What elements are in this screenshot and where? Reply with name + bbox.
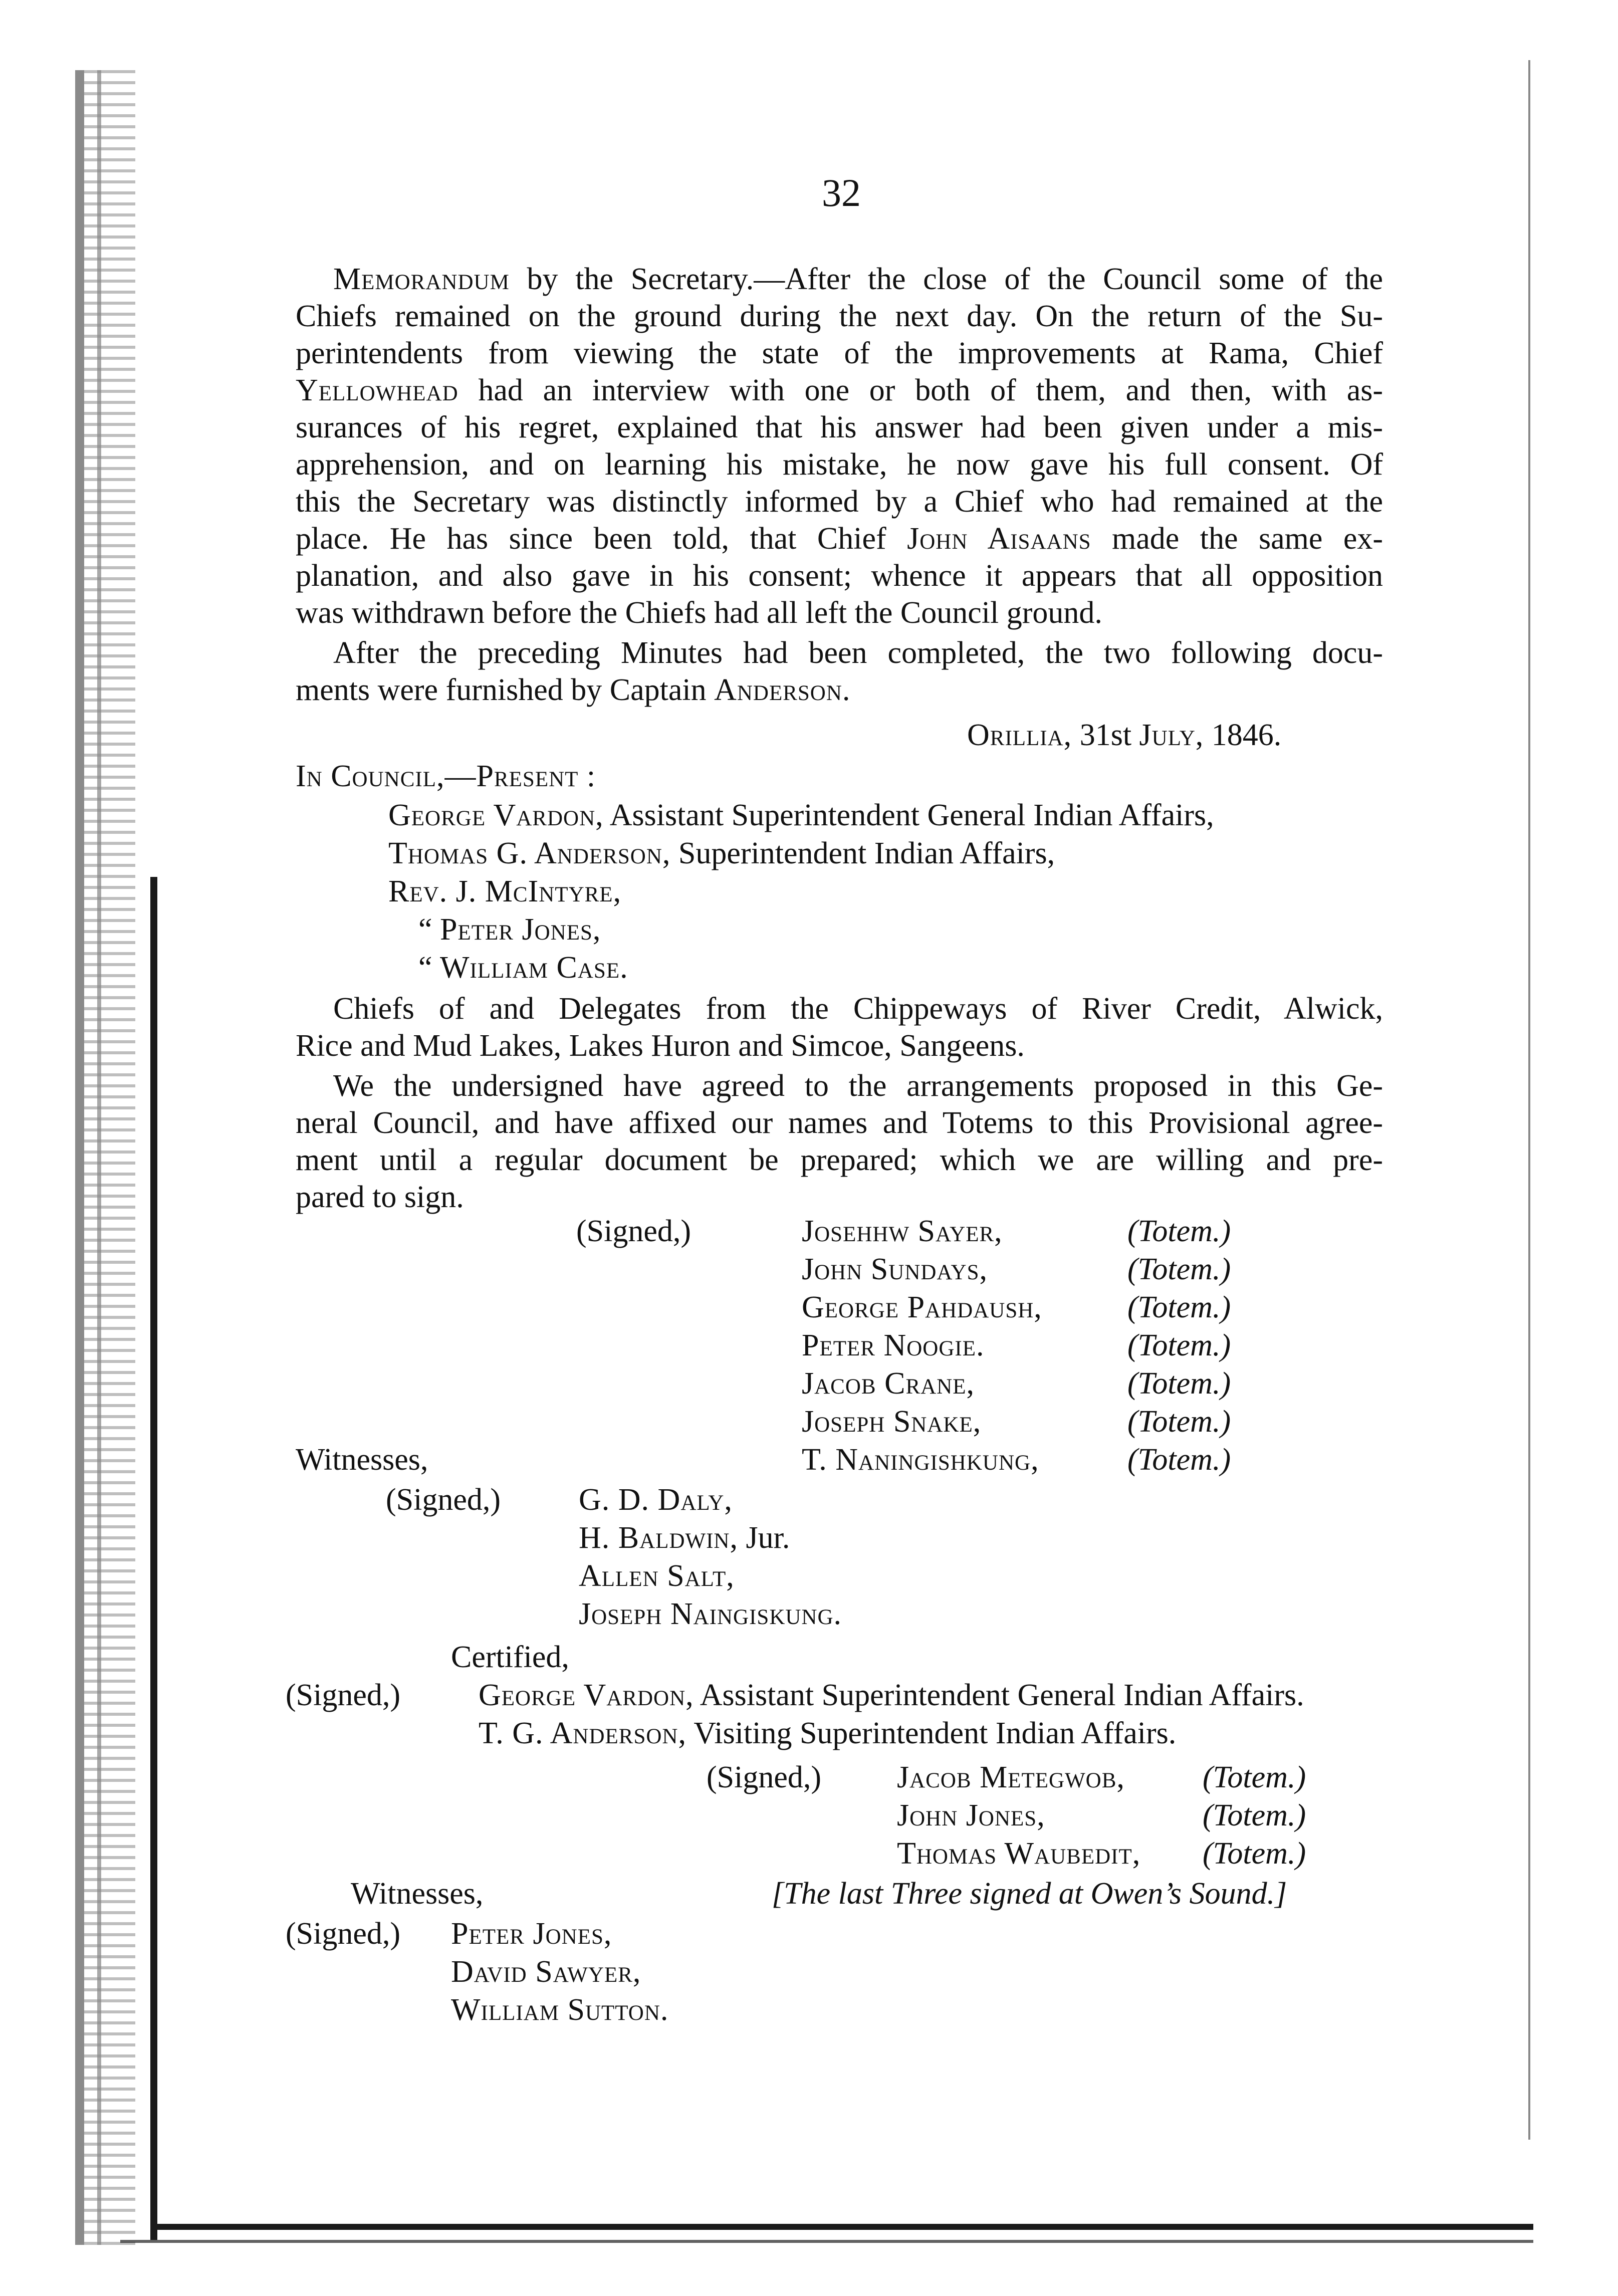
memorandum-line: Chiefs remained on the ground during the next day. On the return of the Su- (296, 299, 1383, 333)
memorandum-line: surances of his regret, explained that his answer had been given under a mis- (296, 410, 1383, 444)
memorandum-line: this the Secretary was distinctly informed by a Chief who had remained at the (296, 485, 1383, 519)
bottom-rule-shadow (120, 2240, 1533, 2243)
memorandum-line: Yellowhead had an interview with one or both of them, and then, with as- (296, 373, 1383, 407)
witnesses-label: Witnesses, (351, 1877, 484, 1911)
after-line: ments were furnished by Captain Anderson. (296, 673, 851, 707)
signer-name: George Pahdaush, (802, 1290, 1042, 1324)
bottom-rule (150, 2224, 1533, 2230)
chief-name: John Aisaans (907, 522, 1091, 556)
witness-name: Peter Jones, (451, 1917, 612, 1951)
signed-label: (Signed,) (286, 1678, 401, 1712)
owen-sound-note: [The last Three signed at Owen’s Sound.] (772, 1877, 1287, 1911)
agreement-line: We the undersigned have agreed to the arrangements proposed in this Ge- (333, 1069, 1383, 1103)
agreement-line: pared to sign. (296, 1180, 464, 1214)
signer-totem: (Totem.) (1127, 1290, 1231, 1324)
signer-totem: (Totem.) (1203, 1798, 1306, 1832)
signer-name: Peter Noogie. (802, 1328, 985, 1362)
witness-name: William Sutton. (451, 1993, 669, 2027)
signed-label: (Signed,) (576, 1214, 691, 1248)
witness-name: G. D. Daly, (579, 1483, 733, 1517)
signer-totem: (Totem.) (1127, 1252, 1231, 1286)
council-member: George Vardon, Assistant Superintendent General Indian Affairs, (388, 798, 1214, 832)
certified-line: T. G. Anderson, Visiting Superintendent Indian Affairs. (479, 1716, 1177, 1750)
binding-edge-line (150, 877, 157, 2240)
dateline-month: July, (1139, 718, 1204, 752)
memorandum-line: planation, and also gave in his consent; whence it appears that all opposition (296, 559, 1383, 593)
after-line: After the preceding Minutes had been completed, the two following docu- (333, 636, 1383, 670)
dateline-place: Orillia, (967, 718, 1072, 752)
signer-name: Josehhw Sayer, (802, 1214, 1003, 1248)
chiefs-line: Chiefs of and Delegates from the Chippeways of River Credit, Alwick, (333, 992, 1383, 1026)
witnesses-label: Witnesses, (296, 1443, 428, 1477)
in-council-heading: In Council,—Present : (296, 759, 596, 793)
signer-name: Thomas Waubedit, (897, 1836, 1141, 1871)
captain-name: Anderson. (714, 673, 851, 707)
memorandum-line: apprehension, and on learning his mistake, he now gave his full consent. Of (296, 447, 1383, 482)
signer-totem: (Totem.) (1203, 1760, 1306, 1794)
signed-label: (Signed,) (286, 1917, 401, 1951)
agreement-line: neral Council, and have affixed our names and Totems to this Provisional agree- (296, 1106, 1383, 1140)
signer-name: Jacob Crane, (802, 1366, 975, 1401)
witness-name: H. Baldwin, Jur. (579, 1521, 790, 1555)
signed-label: (Signed,) (707, 1760, 822, 1794)
signed-label: (Signed,) (386, 1483, 501, 1517)
signer-name: John Sundays, (802, 1252, 988, 1286)
signer-name: John Jones, (897, 1798, 1045, 1832)
signer-totem: (Totem.) (1203, 1836, 1306, 1871)
certified-label: Certified, (451, 1640, 569, 1674)
chiefs-line: Rice and Mud Lakes, Lakes Huron and Simcoe, Sangeens. (296, 1029, 1025, 1063)
signer-name: Jacob Metegwob, (897, 1760, 1125, 1794)
dateline: Orillia, 31st July, 1846. (967, 718, 1282, 752)
signer-name: T. Naningishkung, (802, 1443, 1039, 1477)
page-number: 32 (822, 171, 861, 214)
chief-name: Yellowhead (296, 373, 458, 407)
signer-totem: (Totem.) (1127, 1443, 1231, 1477)
council-member: Thomas G. Anderson, Superintendent Indian Affairs, (388, 836, 1055, 870)
binding-edge-shadow (75, 70, 135, 2245)
signer-totem: (Totem.) (1127, 1328, 1231, 1362)
agreement-line: ment until a regular document be prepared; which we are willing and pre- (296, 1143, 1383, 1177)
signer-name: Joseph Snake, (802, 1405, 982, 1439)
signer-totem: (Totem.) (1127, 1214, 1231, 1248)
memorandum-label: Memorandum (333, 262, 510, 296)
witness-name: Joseph Naingiskung. (579, 1597, 842, 1631)
council-member: Rev. J. McIntyre, (388, 874, 622, 908)
memorandum-line: place. He has since been told, that Chief John Aisaans made the same ex- (296, 522, 1383, 556)
council-member: “ William Case. (418, 951, 628, 985)
witness-name: Allen Salt, (579, 1559, 735, 1593)
signer-totem: (Totem.) (1127, 1366, 1231, 1401)
memorandum-line: Memorandum by the Secretary.—After the close of the Council some of the (333, 262, 1383, 296)
witness-name: David Sawyer, (451, 1955, 641, 1989)
memorandum-line: was withdrawn before the Chiefs had all left the Council ground. (296, 596, 1102, 630)
page-right-edge (1528, 60, 1530, 2140)
memorandum-line: perintendents from viewing the state of the improvements at Rama, Chief (296, 336, 1383, 370)
signer-totem: (Totem.) (1127, 1405, 1231, 1439)
council-member: “ Peter Jones, (418, 912, 601, 947)
certified-line: George Vardon, Assistant Superintendent General Indian Affairs. (479, 1678, 1304, 1712)
